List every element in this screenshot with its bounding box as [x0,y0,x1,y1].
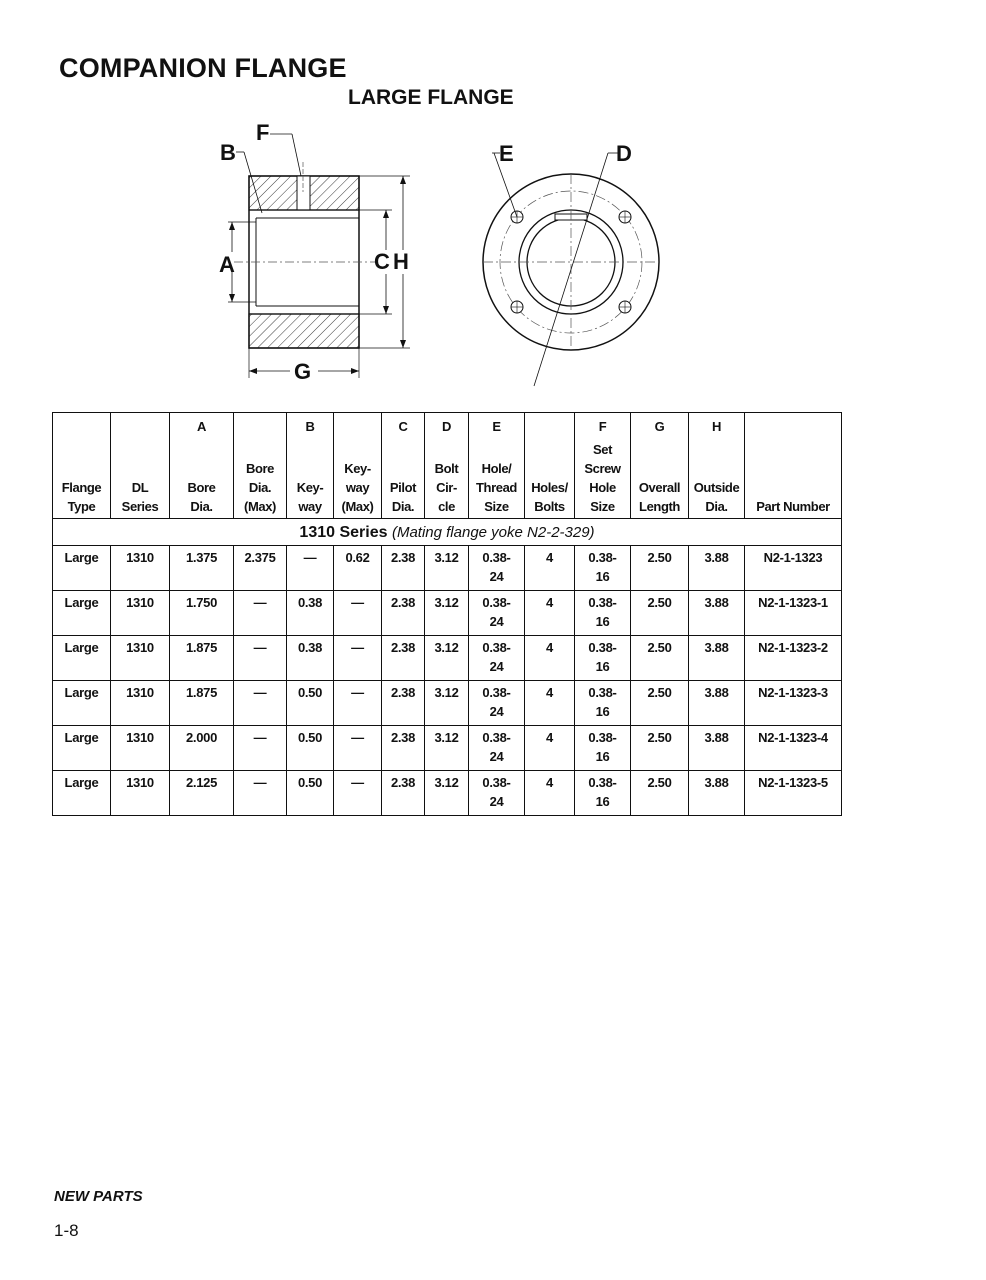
column-label: Holes/ Bolts [531,480,568,514]
cell-value: 1310 [126,775,154,790]
cell-value: 4 [546,640,553,655]
table-cell [745,546,842,591]
table-cell [425,591,469,636]
cell-value: 2.50 [647,595,672,610]
table-cell [382,636,425,681]
column-dimension-letter: C [398,419,408,434]
table-cell [525,636,575,681]
column-label: Bolt Cir- cle [434,461,459,514]
column-dimension-letter: B [305,419,315,434]
cell-value: 3.12 [434,595,459,610]
column-label: Bore Dia. (Max) [244,461,276,514]
table-cell [53,681,111,726]
table-cell [334,591,382,636]
column-label: Set Screw Hole Size [584,442,621,514]
cell-value: 0.38- 16 [588,550,617,584]
column-dimension-letter: H [712,419,721,434]
page-title: COMPANION FLANGE [59,53,347,83]
column-label: Part Number [756,499,830,514]
cell-value: 4 [546,730,553,745]
table-cell [334,546,382,591]
cell-value: 0.38- 24 [482,730,511,764]
column-dimension-letter: E [492,419,501,434]
label-b: B [220,140,236,165]
cell-value: 1310 [126,640,154,655]
table-cell [689,771,745,816]
cell-value: 1310 [126,730,154,745]
table-cell [689,681,745,726]
table-cell [53,771,111,816]
table-cell [745,771,842,816]
column-label: Hole/ Thread Size [476,461,517,514]
cell-value: Large [64,640,99,655]
cell-value: 4 [546,550,553,565]
column-label: Key- way [296,480,324,514]
cell-value: — [253,775,267,790]
column-header [334,413,382,519]
table-cell [575,771,631,816]
cell-value: 4 [546,775,553,790]
flange-diagram [200,118,700,388]
table-cell [334,726,382,771]
table-row [53,681,842,726]
cell-value: 0.38- 24 [482,640,511,674]
table-cell [382,591,425,636]
table-cell [234,681,287,726]
cell-value: 2.38 [390,640,416,655]
column-dimension-letter: G [654,419,665,434]
cell-value: 0.50 [297,685,323,700]
table-cell [575,636,631,681]
page-subtitle: LARGE FLANGE [348,86,514,109]
table-row [53,591,842,636]
cell-value: 2.50 [647,550,672,565]
label-f: F [256,120,270,145]
table-cell [631,591,689,636]
table-cell [745,591,842,636]
table-cell [111,726,170,771]
table-cell [575,591,631,636]
table-cell [575,681,631,726]
table-cell [170,771,234,816]
table-cell [525,591,575,636]
cell-value: 3.88 [704,640,729,655]
table-cell [111,591,170,636]
table-cell [631,726,689,771]
column-header [525,413,575,519]
table-cell [53,726,111,771]
cell-value: 0.38- 16 [588,640,617,674]
table-cell [689,726,745,771]
column-label: DL Series [121,480,159,514]
table-cell [287,591,334,636]
table-cell [575,546,631,591]
table-cell [53,636,111,681]
series-row [53,519,842,546]
table-cell [170,546,234,591]
cell-value: 2.000 [185,730,218,745]
table-cell [469,726,525,771]
cell-value: 3.88 [704,550,729,565]
table-cell [469,546,525,591]
table-row [53,546,842,591]
table-cell [53,546,111,591]
cell-value: 2.50 [647,640,672,655]
cell-value: 3.88 [704,595,729,610]
column-header [382,413,425,519]
label-d: D [616,141,632,166]
label-c: C [374,249,390,274]
table-cell [334,636,382,681]
cell-value: 3.12 [434,775,459,790]
cell-value: 0.50 [297,730,323,745]
cell-value: 0.38 [297,595,323,610]
table-cell [425,771,469,816]
cell-value: N2-1-1323-1 [758,595,828,610]
cell-value: N2-1-1323-2 [758,640,828,655]
cell-value: 0.38- 16 [588,595,617,629]
column-dimension-letter: F [598,419,607,434]
cell-value: Large [64,685,99,700]
table-cell [469,771,525,816]
table-cell [469,681,525,726]
table-cell [170,591,234,636]
cell-value: 0.50 [297,775,323,790]
cell-value: 2.50 [647,775,672,790]
table-cell [525,771,575,816]
table-cell [287,771,334,816]
column-header [111,413,170,519]
column-header [469,413,525,519]
cell-value: 0.38- 16 [588,730,617,764]
table-cell [745,636,842,681]
column-label: Outside Dia. [693,480,740,514]
cell-value: — [351,640,364,655]
table-cell [425,546,469,591]
table-header-row [53,413,842,519]
column-label: Pilot Dia. [389,480,417,514]
cell-value: 1310 [126,550,154,565]
cell-value: 3.12 [434,730,459,745]
flange-front-view [483,153,659,386]
cell-value: — [351,730,364,745]
table-cell [631,636,689,681]
cell-value: — [253,730,267,745]
table-cell [382,726,425,771]
table-cell [287,636,334,681]
table-cell [234,591,287,636]
cell-value: — [351,595,364,610]
table-cell [689,591,745,636]
table-cell [234,771,287,816]
column-label: Overall Length [638,480,681,514]
cell-value: — [351,775,364,790]
cell-value: 0.38- 24 [482,775,511,809]
cell-value: 3.12 [434,640,459,655]
table-cell [170,726,234,771]
cell-value: 0.38- 24 [482,685,511,719]
cell-value: 2.38 [390,775,416,790]
specification-table [52,412,842,816]
table-row [53,771,842,816]
column-header [234,413,287,519]
column-header [425,413,469,519]
table-cell [631,546,689,591]
table-row [53,726,842,771]
table-cell [287,726,334,771]
cell-value: 1310 [126,685,154,700]
label-g: G [294,359,312,384]
table-cell [631,771,689,816]
table-cell [525,546,575,591]
column-header [170,413,234,519]
cell-value: 0.38- 16 [588,685,617,719]
cell-value: 2.125 [185,775,218,790]
table-cell [382,681,425,726]
cell-value: — [253,640,267,655]
table-cell [111,681,170,726]
cell-value: 2.38 [390,550,416,565]
column-label: Key- way (Max) [341,461,374,514]
cell-value: — [253,595,267,610]
column-header [575,413,631,519]
table-cell [425,726,469,771]
cell-value: 3.88 [704,685,729,700]
column-header [745,413,842,519]
cell-value: 0.38- 16 [588,775,617,809]
column-dimension-letter: D [442,419,451,434]
cell-value: 2.375 [244,550,276,565]
cell-value: 1310 [126,595,154,610]
table-cell [469,591,525,636]
cell-value: 3.88 [704,730,729,745]
cell-value: 3.12 [434,550,459,565]
cell-value: 2.38 [390,595,416,610]
table-cell [111,636,170,681]
cell-value: — [253,685,267,700]
cell-value: N2-1-1323 [763,550,823,565]
cell-value: N2-1-1323-3 [758,685,828,700]
cell-value: 2.38 [390,730,416,745]
table-cell [469,636,525,681]
cell-value: 0.38 [297,640,323,655]
series-note: (Mating flange yoke N2-2-329) [391,523,595,541]
cell-value: N2-1-1323-5 [758,775,828,790]
table-cell [382,771,425,816]
cell-value: Large [64,730,99,745]
table-cell [53,591,111,636]
column-label: Flange Type [61,480,102,514]
table-cell [334,771,382,816]
cell-value: 2.50 [647,730,672,745]
table-cell [425,636,469,681]
table-cell [525,681,575,726]
cell-value: 2.38 [390,685,416,700]
table-cell [745,681,842,726]
table-cell [425,681,469,726]
table-cell [234,546,287,591]
column-header [287,413,334,519]
cell-value: Large [64,775,99,790]
label-e: E [499,141,514,166]
column-label: Bore Dia. [187,480,216,514]
cell-value: 0.38- 24 [482,595,511,629]
table-cell [334,681,382,726]
cell-value: 1.375 [185,550,218,565]
column-header [631,413,689,519]
cell-value: 3.12 [434,685,459,700]
table-cell [689,546,745,591]
cell-value: N2-1-1323-4 [758,730,828,745]
column-header [689,413,745,519]
cell-value: 2.50 [647,685,672,700]
cell-value: — [303,550,317,565]
new-parts-label: NEW PARTS [54,1188,143,1205]
table-cell [111,771,170,816]
column-dimension-letter: A [197,419,206,434]
cell-value: 1.875 [185,685,218,700]
table-cell [689,636,745,681]
table-cell [382,546,425,591]
table-cell [234,636,287,681]
page-number: 1-8 [54,1221,79,1240]
column-header [53,413,111,519]
cell-value: 1.875 [185,640,218,655]
table-cell [111,546,170,591]
cell-value: — [351,685,364,700]
table-row [53,636,842,681]
table-cell [575,726,631,771]
cell-value: Large [64,595,99,610]
cell-value: 3.88 [704,775,729,790]
table-cell [234,726,287,771]
series-name: 1310 Series [299,523,388,541]
table-cell [287,681,334,726]
label-h: H [393,249,409,274]
table-cell [287,546,334,591]
table-cell [631,681,689,726]
cell-value: 0.62 [345,550,370,565]
cell-value: 1.750 [185,595,218,610]
cell-value: 0.38- 24 [482,550,511,584]
cell-value: 4 [546,685,553,700]
label-a: A [219,252,235,277]
cell-value: Large [64,550,99,565]
table-cell [525,726,575,771]
table-cell [170,636,234,681]
table-cell [745,726,842,771]
table-cell [170,681,234,726]
cell-value: 4 [546,595,553,610]
